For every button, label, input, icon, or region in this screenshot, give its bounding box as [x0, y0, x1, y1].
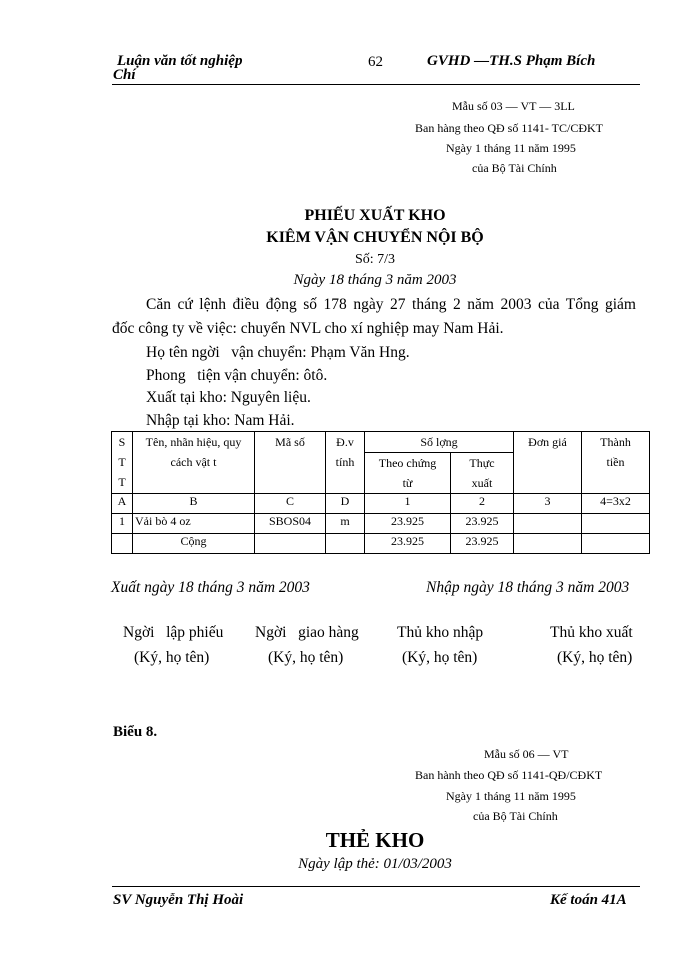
header-title: Luận văn tốt nghiệp: [117, 53, 243, 69]
date-out: Xuất ngày 18 tháng 3 năm 2003: [111, 579, 310, 596]
header-supervisor: GVHD —TH.S Phạm Bích: [427, 53, 596, 69]
signature-note: (Ký, họ tên): [402, 649, 478, 666]
signature-role: Ngời lập phiếu: [123, 624, 224, 641]
header-qty-actual-2: xuất: [471, 476, 493, 490]
signature-role: Thủ kho xuất: [550, 624, 633, 641]
goods-table: [111, 431, 650, 554]
footer-student: SV Nguyễn Thị Hoài: [113, 892, 244, 908]
table-cell: 23.925: [451, 534, 514, 554]
header-amount-1: Thành: [600, 435, 631, 449]
table-cell: A: [112, 494, 133, 514]
signature-role: Thủ kho nhập: [397, 624, 484, 641]
form1-meta-line3: Ngày 1 tháng 11 năm 1995: [446, 141, 576, 155]
table-cell: 23.925: [365, 514, 451, 534]
header-name-1: Tên, nhãn hiệu, quy: [145, 435, 242, 449]
table-cell: [112, 534, 133, 554]
table-cell: m: [326, 514, 365, 534]
document-title: PHIẾU XUẤT KHO: [304, 207, 446, 224]
signature-note: (Ký, họ tên): [134, 649, 210, 666]
section-label: Biểu 8.: [113, 724, 158, 740]
date-in: Nhập ngày 18 tháng 3 năm 2003: [426, 579, 630, 596]
header-unit-2: tính: [335, 455, 355, 469]
header-unit: [326, 432, 365, 494]
paragraph-line1: Căn cứ lệnh điều động số 178 ngày 27 tháng 2 năm 2003 của Tổng giám: [146, 296, 636, 313]
table-cell: SBOS04: [255, 514, 326, 534]
form1-meta-line4: của Bộ Tài Chính: [472, 161, 557, 175]
document-date: Ngày 18 tháng 3 năm 2003: [293, 272, 457, 288]
table-cell: 1: [112, 514, 133, 534]
table-cell: 23.925: [365, 534, 451, 554]
table-cell: 23.925: [451, 514, 514, 534]
card-title: THẺ KHO: [325, 828, 425, 852]
signature-role: Ngời giao hàng: [255, 624, 359, 641]
table-row: [112, 514, 650, 534]
header-qty-doc-1: Theo chứng: [378, 456, 437, 470]
table-cell: 4=3x2: [582, 494, 650, 514]
header-amount: [582, 432, 650, 494]
signature-note: (Ký, họ tên): [268, 649, 344, 666]
footer-class: Kế toán 41A: [550, 892, 627, 908]
document-number: Số: 7/3: [354, 252, 396, 267]
table-cell: 3: [514, 494, 582, 514]
field-carrier: Họ tên ngời vận chuyển: Phạm Văn Hng.: [146, 344, 410, 361]
header-qty-doc: [365, 453, 451, 494]
header-stt: [112, 432, 133, 494]
form2-meta-line1: Mẫu số 06 — VT: [484, 747, 569, 761]
header-qty-actual: [451, 453, 514, 494]
table-cell: C: [255, 494, 326, 514]
table-cell: [582, 514, 650, 534]
table-cell: D: [326, 494, 365, 514]
table-cell: 1: [365, 494, 451, 514]
header-rule: [112, 84, 640, 85]
footer-rule: [112, 886, 640, 887]
header-stt-2: T: [118, 455, 126, 469]
field-vehicle: Phong tiện vận chuyển: ôtô.: [146, 367, 328, 384]
header-unit-1: Đ.v: [336, 435, 354, 449]
table-cell: Cộng: [133, 534, 255, 554]
header-title-cont: Chí: [113, 67, 136, 83]
field-warehouse-in: Nhập tại kho: Nam Hải.: [146, 412, 295, 429]
signature-note: (Ký, họ tên): [557, 649, 633, 666]
table-cell: Vải bò 4 oz: [133, 514, 255, 534]
page-number: 62: [368, 54, 383, 70]
field-warehouse-out: Xuất tại kho: Nguyên liệu.: [146, 389, 311, 406]
header-price: Đơn giá: [514, 432, 582, 494]
header-qty-actual-1: Thực: [469, 456, 495, 470]
header-stt-1: S: [118, 435, 126, 449]
form1-meta-line2: Ban hàng theo QĐ số 1141- TC/CĐKT: [415, 121, 603, 135]
form2-meta-line4: của Bộ Tài Chính: [473, 809, 558, 823]
document-subtitle: KIÊM VẬN CHUYỂN NỘI BỘ: [266, 229, 484, 246]
header-amount-2: tiền: [606, 455, 625, 469]
table-cell: [514, 534, 582, 554]
form2-meta-line2: Ban hành theo QĐ số 1141-QĐ/CĐKT: [415, 768, 603, 782]
form2-meta-line3: Ngày 1 tháng 11 năm 1995: [446, 789, 576, 803]
table-row-total: [112, 534, 650, 554]
form1-meta-line1: Mẫu số 03 — VT — 3LL: [452, 99, 575, 113]
header-qty: Số lợng: [365, 432, 514, 453]
header-qty-doc-2: từ: [402, 476, 413, 490]
header-name: [133, 432, 255, 494]
table-cell: 2: [451, 494, 514, 514]
card-date: Ngày lập thẻ: 01/03/2003: [298, 856, 452, 872]
table-cell: [255, 534, 326, 554]
table-cell: [326, 534, 365, 554]
header-code: Mã số: [255, 432, 326, 494]
header-stt-3: T: [118, 475, 126, 489]
table-cell: B: [133, 494, 255, 514]
paragraph-line2: đốc công ty về việc: chuyển NVL cho xí nghiệp may Nam Hải.: [112, 320, 504, 337]
table-cell: [514, 514, 582, 534]
table-cell: [582, 534, 650, 554]
header-name-2: cách vật t: [170, 455, 217, 469]
table-row-codes: [112, 494, 650, 514]
